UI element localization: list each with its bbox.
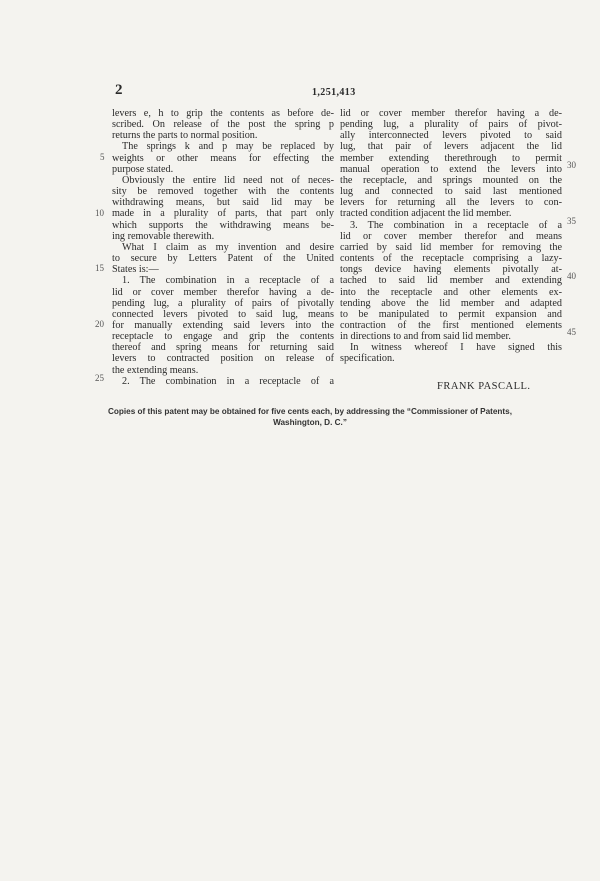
text-line: lid or cover member therefor and means <box>340 230 562 242</box>
text-line: weights or other means for effecting the <box>112 152 334 164</box>
text-line: member extending therethrough to permit <box>340 152 562 164</box>
text-line: made in a plurality of parts, that part only <box>112 208 334 220</box>
text-line: lid or cover member therefor having a de- <box>112 286 334 298</box>
text-line: in directions to and from said lid member. <box>340 331 511 343</box>
text-line: which supports the withdrawing means be- <box>112 219 334 231</box>
right-column <box>340 108 562 365</box>
line-number-5: 5 <box>100 152 105 162</box>
line-number-45: 45 <box>567 327 576 337</box>
text-line: to be manipulated to permit expansion and <box>340 308 562 320</box>
text-line: receptacle to engage and grip the contents <box>112 331 334 343</box>
text-line: lid or cover member therefor having a de- <box>340 108 562 119</box>
text-line: ing removable therewith. <box>112 230 215 242</box>
text-line: sity be removed together with the contents <box>112 186 334 198</box>
text-line: purpose stated. <box>112 163 174 175</box>
text-line: Obviously the entire lid need not of neces- <box>122 174 334 186</box>
text-line: ally interconnected levers pivoted to said <box>340 130 562 142</box>
text-line: levers e, h to grip the contents as before de- <box>112 108 334 119</box>
text-line: 2. The combination in a receptacle of a <box>122 375 334 387</box>
text-line: scribed. On release of the post the spring p <box>112 119 334 131</box>
text-line: connected levers pivoted to said lug, means <box>112 308 334 320</box>
line-number-20: 20 <box>95 319 104 329</box>
inventor-signature: FRANK PASCALL. <box>437 381 531 392</box>
text-line: manual operation to extend the levers into <box>340 163 562 175</box>
text-line: withdrawing means, but said lid may be <box>112 197 334 209</box>
text-line: The springs k and p may be replaced by <box>122 141 334 153</box>
footer-notice <box>100 406 520 428</box>
line-number-15: 15 <box>95 263 104 273</box>
patent-number: 1,251,413 <box>312 87 356 98</box>
line-number-30: 30 <box>567 160 576 170</box>
text-line: 1. The combination in a receptacle of a <box>122 275 334 287</box>
text-line: 3. The combination in a receptacle of a <box>350 219 562 231</box>
line-number-40: 40 <box>567 271 576 281</box>
text-line: pending lug, a plurality of pairs of pivot- <box>340 119 562 131</box>
text-line: contraction of the first mentioned elements <box>340 319 562 331</box>
footer-line-1: Copies of this patent may be obtained for five cents each, by addressing the “Commissioner of Patents, <box>107 407 512 416</box>
text-line: tending above the lid member and adapted <box>340 297 562 309</box>
text-line: the receptacle, and springs mounted on the <box>340 174 562 186</box>
text-line: tracted condition adjacent the lid member. <box>340 208 512 220</box>
text-line: What I claim as my invention and desire <box>122 241 334 253</box>
text-line: In witness whereof I have signed this <box>350 342 562 354</box>
text-line: contents of the receptacle comprising a lazy- <box>340 253 562 265</box>
text-line: tached to said lid member and extending <box>340 275 562 287</box>
text-line: levers to contracted position on release of <box>112 353 334 365</box>
text-line: specification. <box>340 353 395 365</box>
text-line: pending lug, a plurality of pairs of pivotally <box>112 297 334 309</box>
line-number-10: 10 <box>95 208 104 218</box>
left-column <box>112 108 334 387</box>
text-line: into the receptacle and other elements ex- <box>340 286 562 298</box>
text-line: tongs device having elements pivotally at- <box>340 264 562 276</box>
text-line: to secure by Letters Patent of the United <box>112 253 334 265</box>
text-line: lug, that pair of levers adjacent the lid <box>340 141 562 153</box>
text-line: returns the parts to normal position. <box>112 130 258 142</box>
line-number-35: 35 <box>567 216 576 226</box>
text-line: carried by said lid member for removing the <box>340 241 562 253</box>
text-line: thereof and spring means for returning said <box>112 342 334 354</box>
text-line: levers for returning all the levers to con- <box>340 197 562 209</box>
line-number-25: 25 <box>95 373 104 383</box>
text-line: the extending means. <box>112 364 199 376</box>
footer-line-2: Washington, D. C.” <box>273 418 347 427</box>
text-line: lug and connected to said last mentioned <box>340 186 562 198</box>
text-line: for manually extending said levers into the <box>112 319 334 331</box>
page-number: 2 <box>115 82 123 98</box>
text-line: States is:— <box>112 264 159 276</box>
